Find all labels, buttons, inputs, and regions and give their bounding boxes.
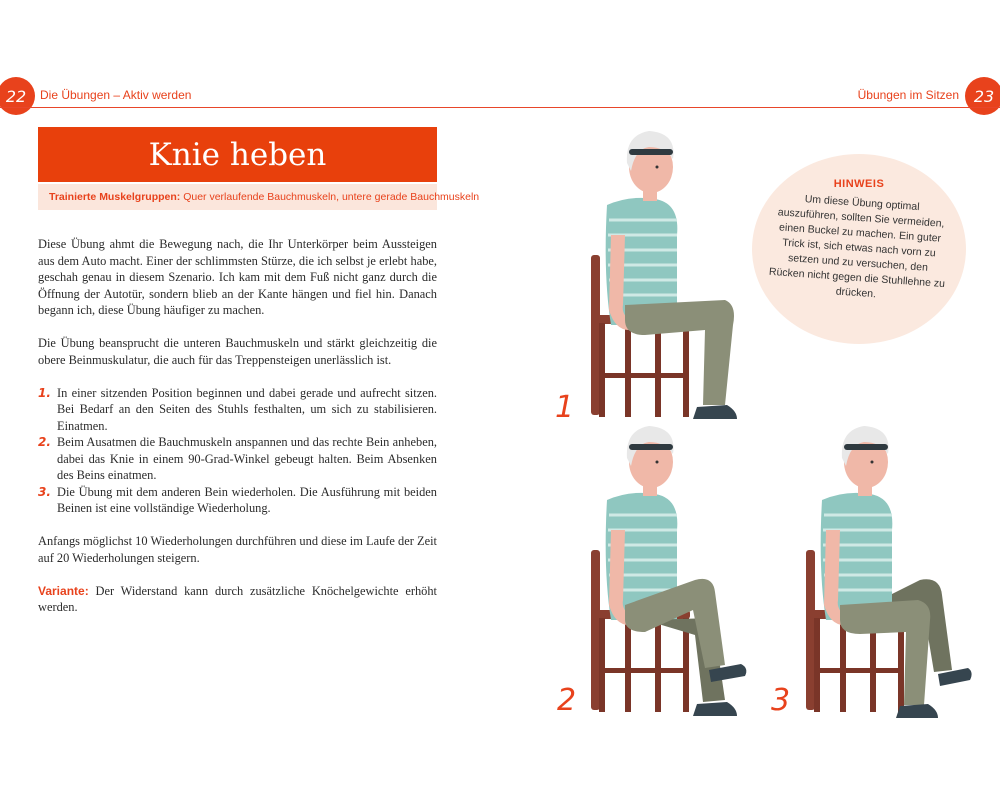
figure-label-1: 1: [555, 390, 575, 425]
repetitions-paragraph: Anfangs möglichst 10 Wiederholungen durchführen und diese im Laufe der Zeit auf 20 Wiederholungen steigern.: [38, 534, 437, 565]
figure-label-2: 2: [557, 683, 577, 718]
muscle-groups-text: Quer verlaufende Bauchmuskeln, untere gerade Bauchmuskeln: [183, 191, 480, 203]
right-page-number: 23: [965, 77, 1000, 115]
figure-3-seated-woman-other-knee-raised: [800, 420, 975, 725]
step-text: Die Übung mit dem anderen Bein wiederholen. Die Ausführung mit beiden Beinen ist eine vollständige Wiederholung.: [57, 484, 437, 515]
chair-leg: [655, 323, 661, 417]
step-number: 1.: [38, 385, 51, 400]
hint-bubble: [752, 154, 966, 344]
left-page-number: 22: [0, 77, 35, 115]
pants: [625, 300, 734, 405]
hint-text: Um diese Übung optimal auszuführen, sollten Sie vermeiden, einen Buckel zu machen. Ein guter Trick ist, sich etwas nach vorn zu setzen und zu versuchen, den Rücken nicht gegen die Stuhllehne zu drücken.: [768, 193, 946, 301]
muscle-groups-label: Trainierte Muskelgruppen:: [49, 191, 181, 203]
headband: [629, 149, 673, 155]
step-text: In einer sitzenden Position beginnen und dabei gerade und aufrecht sitzen. Bei Bedarf an den Seiten des Stuhls festhalten, um sich zu stabilisieren. Einatmen.: [57, 385, 437, 433]
step-text: Beim Ausatmen die Bauchmuskeln anspannen und das rechte Bein anheben, dabei das Knie in einem 90-Grad-Winkel gebeugt halten. Beim Absenken des Beins einatmen.: [57, 435, 437, 482]
variant-label: Variante:: [38, 583, 89, 598]
step-number: 3.: [38, 484, 51, 499]
intro-paragraph-1: Diese Übung ahmt die Bewegung nach, die Ihr Unterkörper beim Aussteigen aus dem Auto macht. Einer der schlimmsten Stürze, die ich selbst je erlebt habe, geschah genau in diesem Szenario. Ich kam mit dem Fuß nicht ganz durch die Öffnung der Autotür, sondern blieb an der Kante hängen und fiel hin. Danach begann ich, diese Übung häufiger zu machen.: [38, 237, 437, 317]
step-item: [38, 434, 437, 484]
figure-2-seated-woman-knee-raised: [585, 420, 750, 725]
chair-leg: [599, 323, 605, 417]
shoe: [693, 405, 737, 419]
variant-text: Der Widerstand kann durch zusätzliche Knöchelgewichte erhöht werden.: [38, 583, 437, 614]
figure-label-3: 3: [771, 683, 791, 718]
chair-leg: [625, 323, 631, 417]
exercise-body: [38, 236, 437, 632]
right-running-header: Übungen im Sitzen: [857, 88, 959, 102]
left-running-header: Die Übungen – Aktiv werden: [40, 88, 192, 102]
step-number: 2.: [38, 435, 51, 449]
step-item: [38, 484, 437, 517]
hint-title: HINWEIS: [833, 178, 885, 190]
header-rule: [0, 107, 1000, 108]
exercise-title: Knie heben: [38, 127, 437, 182]
intro-paragraph-2: Die Übung beansprucht die unteren Bauchmuskeln und stärkt gleichzeitig die obere Beinmuskulatur, die auch für das Treppensteigen unerlässlich ist.: [38, 336, 437, 367]
figure-1-seated-woman: [585, 125, 750, 430]
chair-crossbar: [601, 373, 689, 378]
chair-back-post: [591, 255, 600, 415]
chair-leg: [683, 323, 689, 417]
steps-list: [38, 385, 437, 517]
step-item: [38, 385, 437, 435]
variant-paragraph: [38, 583, 437, 616]
muscle-groups-box: [38, 184, 480, 210]
